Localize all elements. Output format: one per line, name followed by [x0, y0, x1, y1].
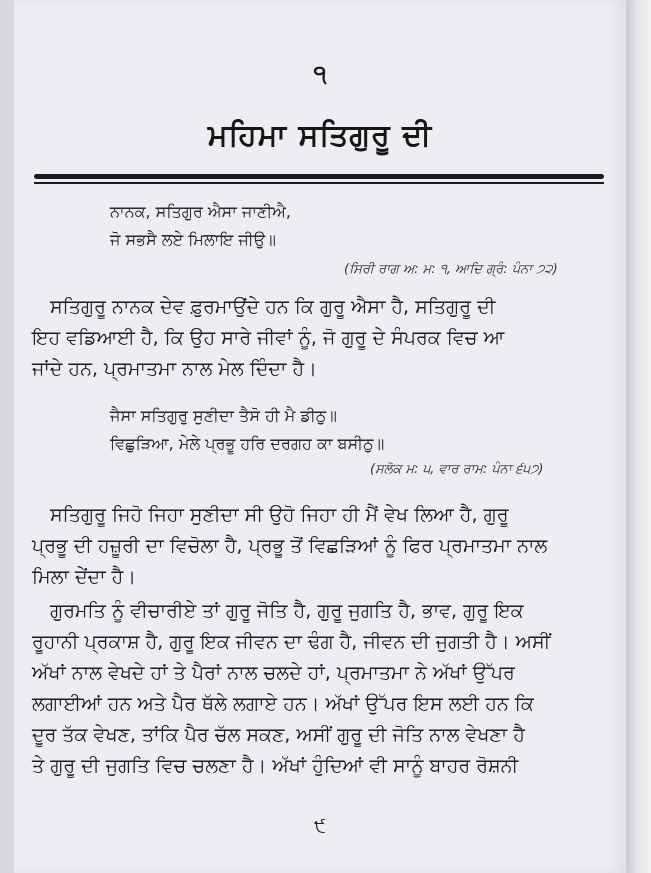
verse-block-2: [110, 402, 384, 458]
paragraph-line: ਰੂਹਾਨੀ ਪ੍ਰਕਾਸ਼ ਹੈ, ਗੁਰੂ ਇਕ ਜੀਵਨ ਦਾ ਢੰਗ ਹੈ, ਜੀਵਨ ਦੀ ਜੁਗਤੀ ਹੈ। ਅਸੀਂ: [32, 631, 551, 653]
chapter-title: ਮਹਿਮਾ ਸਤਿਗੁਰੂ ਦੀ: [207, 118, 433, 153]
verse-line: ਵਿਛੁੜਿਆ, ਮੇਲੇ ਪ੍ਰਭੂ ਹਰਿ ਦਰਗਹ ਕਾ ਬਸੀਠੁ॥: [110, 434, 385, 453]
paragraph-line: ਦੂਰ ਤੱਕ ਵੇਖਣ, ਤਾਂਕਿ ਪੈਰ ਚੱਲ ਸਕਣ, ਅਸੀਂ ਗੁਰੂ ਦੀ ਜੋਤਿ ਨਾਲ ਵੇਖਣਾ ਹੈ: [32, 724, 525, 746]
title-rule-thin: [34, 182, 604, 184]
page-edge: [626, 0, 651, 873]
paragraph-line: ਲਗਾਈਆਂ ਹਨ ਅਤੇ ਪੈਰ ਥੱਲੇ ਲਗਾਏ ਹਨ। ਅੱਖਾਂ ਉੱਪਰ ਇਸ ਲਈ ਹਨ ਕਿ: [32, 693, 534, 715]
paragraph-line: ਜਾਂਦੇ ਹਨ, ਪ੍ਰਮਾਤਮਾ ਨਾਲ ਮੇਲ ਦਿੰਦਾ ਹੈ।: [32, 358, 317, 380]
paragraph-line: ਇਹ ਵਡਿਆਈ ਹੈ, ਕਿ ਉਹ ਸਾਰੇ ਜੀਵਾਂ ਨੂੰ, ਜੋ ਗੁਰੂ ਦੇ ਸੰਪਰਕ ਵਿਚ ਆ: [32, 327, 505, 349]
page-number: ੯: [314, 816, 326, 837]
book-page: [14, 0, 626, 873]
verse-reference: (ਸਿਰੀ ਰਾਗ ਅ: ਮ: ੧, ਆਦਿ ਗ੍ਰੰ: ਪੰਨਾ ੭੨): [344, 262, 558, 277]
verse-line: ਜੈਸਾ ਸਤਿਗੁਰੁ ਸੁਣੀਦਾ ਤੈਸੋ ਹੀ ਮੈ ਡੀਠੁ॥: [110, 406, 337, 425]
verse-reference: (ਸਲੋਕ ਮ: ੫, ਵਾਰ ਰਾਮ: ਪੰਨਾ ੬੫੭): [370, 462, 544, 477]
verse-line: ਜੋ ਸਭਸੈ ਲਏ ਮਿਲਾਇ ਜੀਉ॥: [110, 230, 276, 249]
verse-block-1: [110, 198, 291, 254]
paragraph-2: [32, 500, 610, 593]
paragraph-line: ਗੁਰਮਤਿ ਨੂੰ ਵੀਚਾਰੀਏ ਤਾਂ ਗੁਰੂ ਜੋਤਿ ਹੈ, ਗੁਰੂ ਜੁਗਤਿ ਹੈ, ਭਾਵ, ਗੁਰੂ ਇਕ: [50, 600, 524, 622]
paragraph-line: ਪ੍ਰਭੂ ਦੀ ਹਜ਼ੂਰੀ ਦਾ ਵਿਚੋਲਾ ਹੈ, ਪ੍ਰਭੂ ਤੋਂ ਵਿਛੜਿਆਂ ਨੂੰ ਫਿਰ ਪ੍ਰਮਾਤਮਾ ਨਾਲ: [32, 535, 548, 557]
paragraph-line: ਮਿਲਾ ਦੇਂਦਾ ਹੈ।: [32, 566, 137, 588]
paragraph-line: ਸਤਿਗੁਰੂ ਨਾਨਕ ਦੇਵ ਫ਼ੁਰਮਾਉਂਦੇ ਹਨ ਕਿ ਗੁਰੂ ਐਸਾ ਹੈ, ਸਤਿਗੁਰੂ ਦੀ: [50, 296, 496, 318]
paragraph-line: ਅੱਖਾਂ ਨਾਲ ਵੇਖਦੇ ਹਾਂ ਤੇ ਪੈਰਾਂ ਨਾਲ ਚਲਦੇ ਹਾਂ, ਪ੍ਰਮਾਤਮਾ ਨੇ ਅੱਖਾਂ ਉੱਪਰ: [32, 662, 515, 684]
paragraph-line: ਸਤਿਗੁਰੂ ਜਿਹੋ ਜਿਹਾ ਸੁਣੀਦਾ ਸੀ ਉਹੋ ਜਿਹਾ ਹੀ ਮੈਂ ਵੇਖ ਲਿਆ ਹੈ, ਗੁਰੂ: [50, 504, 509, 526]
chapter-number: ੧: [313, 60, 327, 88]
title-rule-thick: [34, 174, 604, 179]
verse-line: ਨਾਨਕ, ਸਤਿਗੁਰ ਐਸਾ ਜਾਣੀਐ,: [110, 202, 291, 221]
paragraph-line: ਤੇ ਗੁਰੂ ਦੀ ਜੁਗਤਿ ਵਿਚ ਚਲਣਾ ਹੈ। ਅੱਖਾਂ ਹੁੰਦਿਆਂ ਵੀ ਸਾਨੂੰ ਬਾਹਰ ਰੋਸ਼ਨੀ: [32, 755, 519, 777]
paragraph-3: [32, 596, 610, 782]
paragraph-1: [32, 292, 610, 385]
